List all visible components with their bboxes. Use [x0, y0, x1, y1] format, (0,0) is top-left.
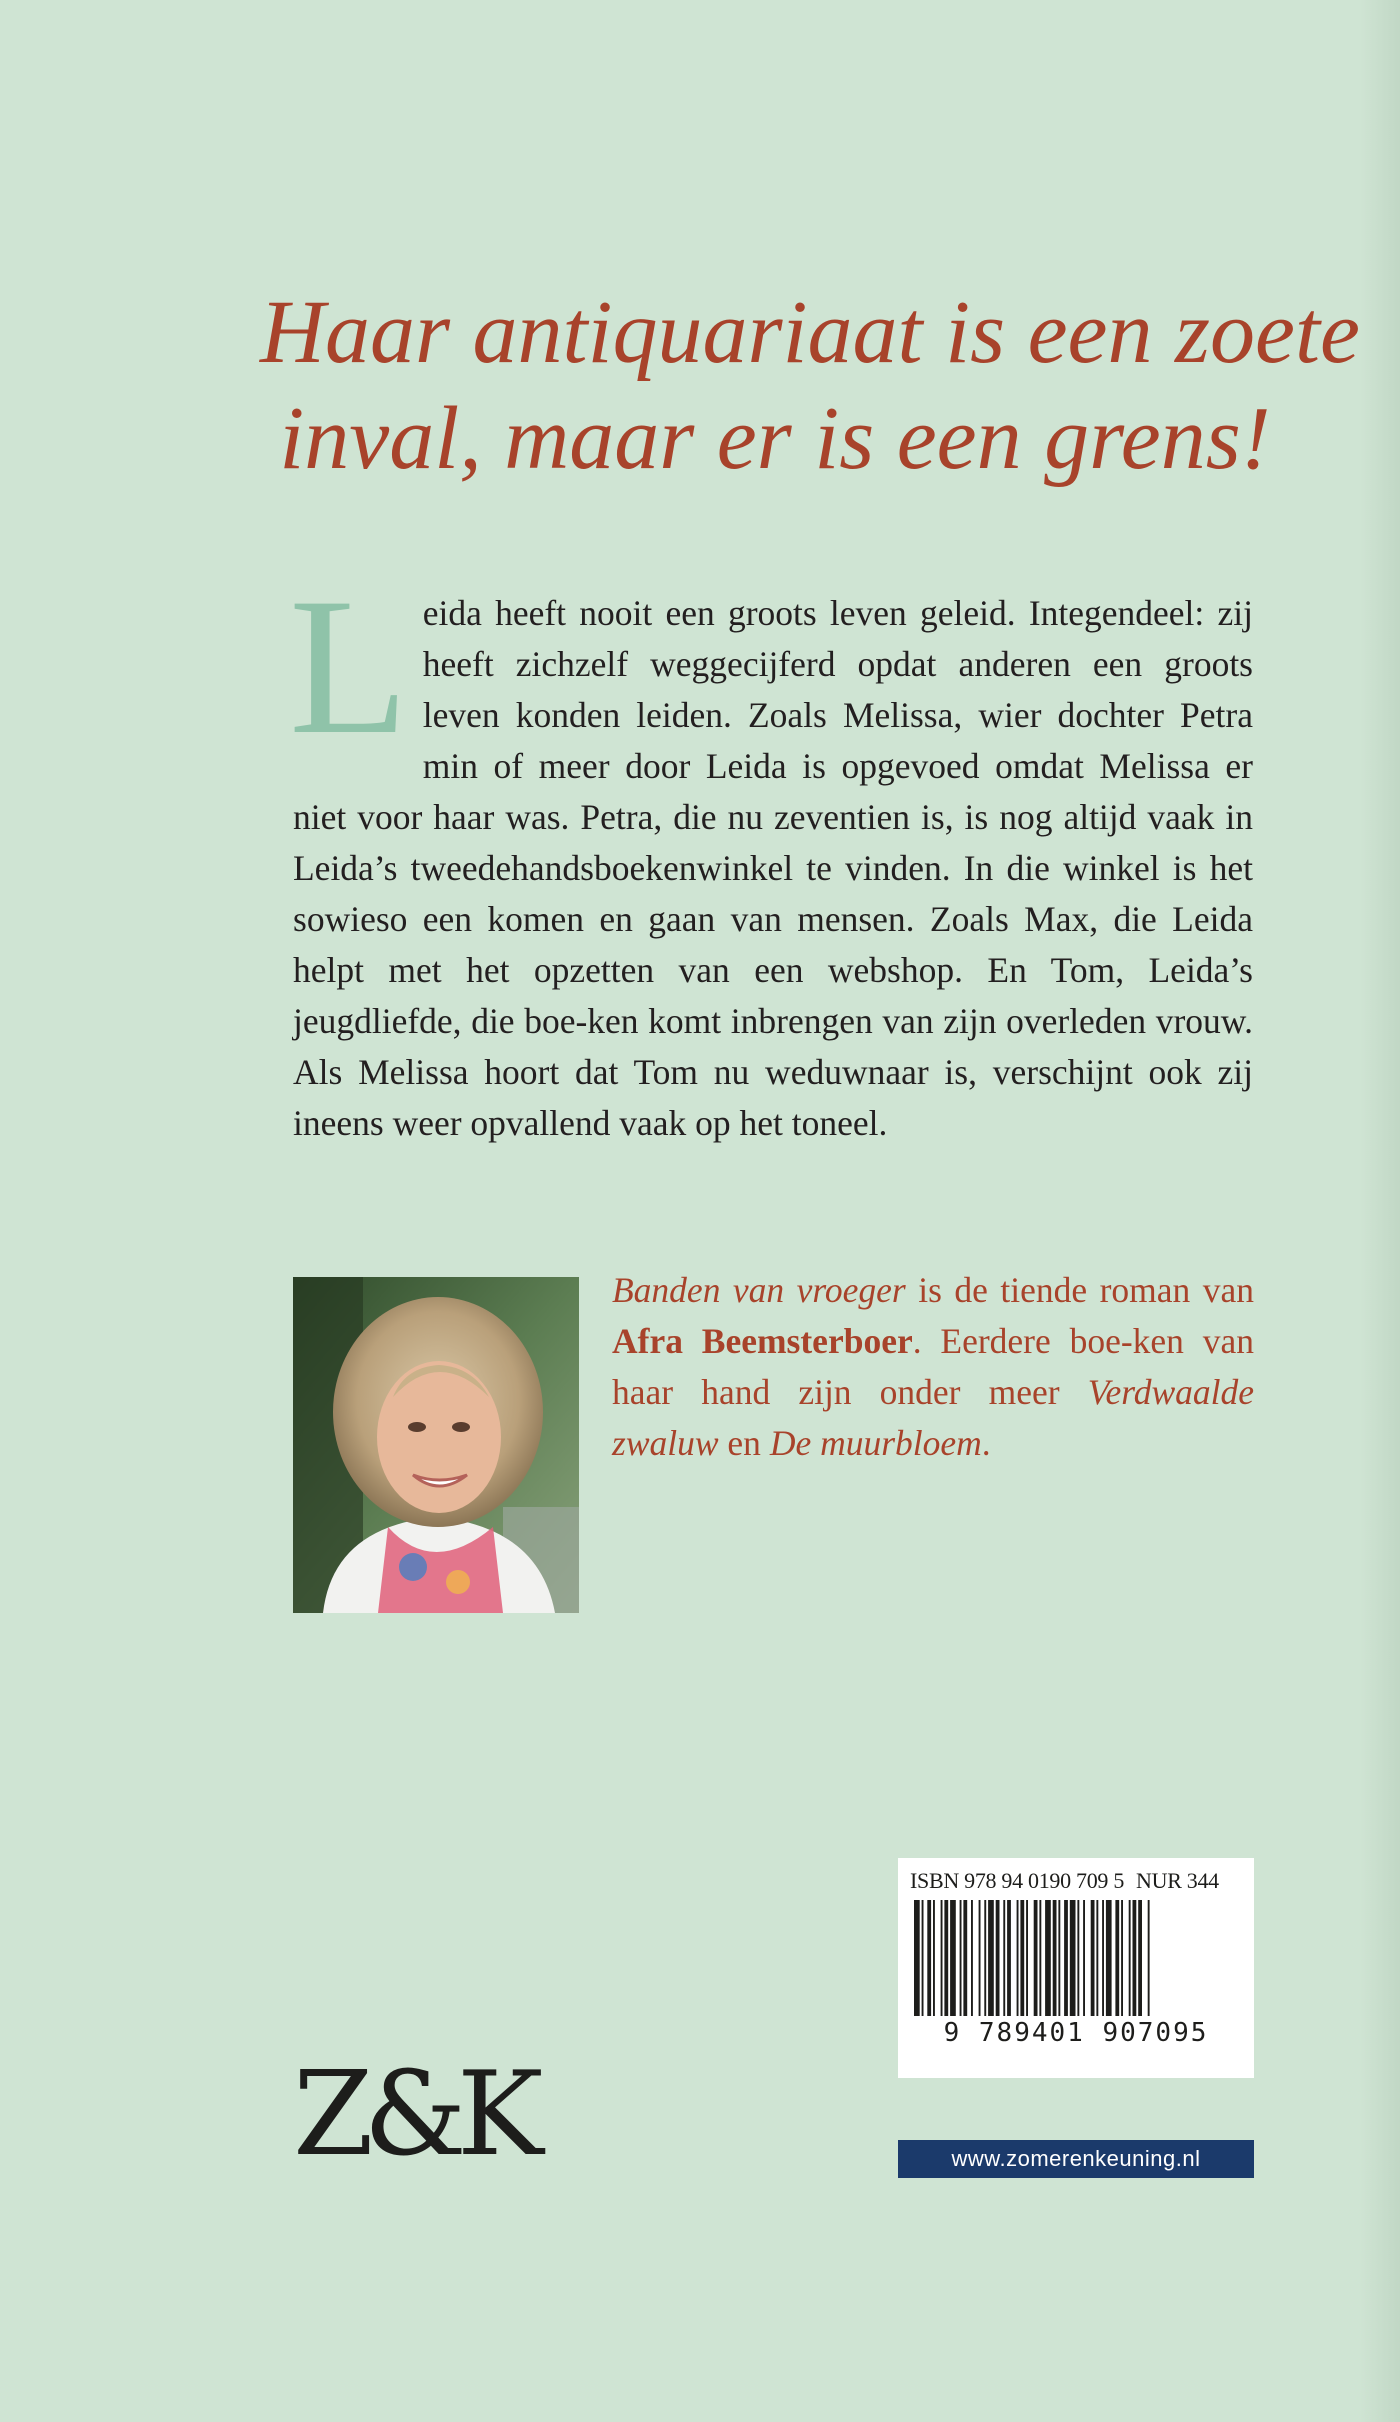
author-name: Afra Beemsterboer: [612, 1321, 913, 1361]
book-title: Banden van vroeger: [612, 1270, 906, 1310]
isbn-number: ISBN 978 94 0190 709 5: [910, 1868, 1125, 1893]
barcode-icon: [910, 1900, 1242, 2016]
author-note-text-2: . Eerdere boe-ken van haar hand zijn onder meer: [612, 1321, 1254, 1412]
author-note-text-3: en: [718, 1423, 770, 1463]
publisher-logo: Z&K: [293, 2047, 534, 2182]
author-note-text-1: is de tiende roman van: [905, 1270, 1255, 1310]
author-photo: [293, 1277, 579, 1613]
isbn-line: [910, 1868, 1231, 1894]
barcode-panel: [898, 1858, 1254, 2078]
other-book-2: De muurbloem: [769, 1423, 982, 1463]
author-note-text-4: .: [981, 1423, 991, 1463]
drop-cap: L: [289, 558, 409, 775]
other-book-1: Verdwaalde zwaluw: [612, 1372, 1254, 1463]
author-note: [612, 1265, 1254, 1469]
tagline-line-1: Haar antiquariaat is een zoete: [260, 283, 1360, 382]
blurb-text: eida heeft nooit een groots leven geleid. Integendeel: zij heeft zichzelf weggecijferd opdat anderen een groots leven konden leiden. Zoals Melissa, wier dochter Petra min of meer door Leida is opgevoed omdat Melissa er niet voor haar was. Petra, die nu zeventien is, is nog altijd vaak in Leida’s tweedehandsboekenwinkel te vinden. In die winkel is het sowieso een komen en gaan van mensen. Zoals Max, die Leida helpt met het opzetten van een webshop. En Tom, Leida’s jeugdliefde, die boe-ken komt inbrengen van zijn overleden vrouw. Als Melissa hoort dat Tom nu weduwnaar is, verschijnt ook zij ineens weer opvallend vaak op het toneel.: [293, 593, 1253, 1143]
publisher-url: www.zomerenkeuning.nl: [898, 2140, 1254, 2178]
cover-edge-shadow: [1360, 0, 1400, 2422]
tagline: [260, 280, 1360, 492]
barcode-digits: 9 789401 907095: [943, 2018, 1209, 2048]
tagline-line-2: inval, maar er is een grens!: [279, 389, 1271, 488]
nur-code: NUR 344: [1136, 1868, 1219, 1893]
blurb-paragraph: [289, 558, 1253, 1149]
